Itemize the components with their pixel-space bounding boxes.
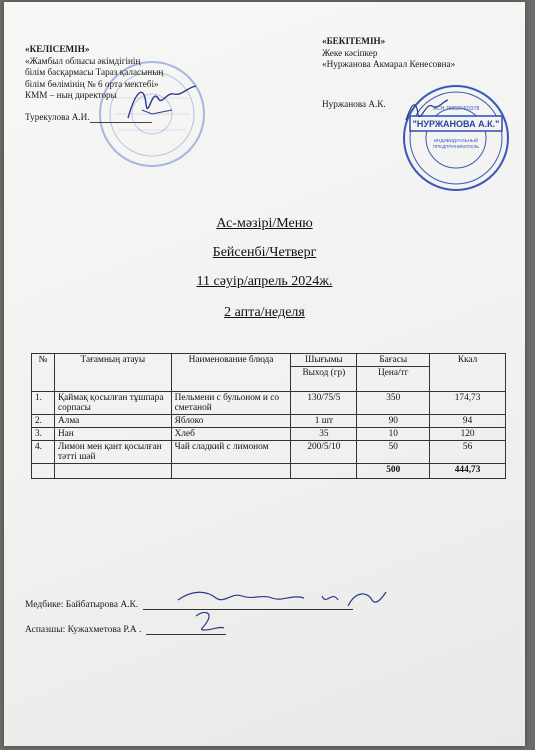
cell-kcal: 174,73: [430, 392, 506, 415]
document-page: [4, 2, 525, 746]
cell-name-kz: Қаймақ қосылған тұшпара сорпасы: [54, 392, 171, 415]
day-title: Бейсенбі/Четверг: [212, 245, 317, 260]
cell-empty: [32, 464, 55, 479]
stamp-sub1-text: ИНДИВИДУАЛЬНЫЙ: [433, 138, 479, 143]
cell-empty: [54, 464, 171, 479]
header-yield-ru: Выход (гр): [291, 367, 357, 392]
header-yield-kz: Шығымы: [291, 354, 357, 367]
cell-empty: [171, 464, 291, 479]
cell-kcal: 120: [430, 428, 506, 441]
agreed-line-2: білім басқармасы Тараз қаласының: [25, 67, 164, 77]
approved-signer-row: [322, 99, 522, 111]
agreed-line-3: білім бөлімінің № 6 орта мектебі»: [25, 78, 159, 89]
cell-yield: 200/5/10: [291, 441, 357, 464]
approved-heading: «БЕКІТЕМІН»: [322, 36, 386, 46]
cell-price: 10: [357, 428, 430, 441]
cell-total-kcal: 444,73: [430, 464, 506, 479]
cell-name-ru: Яблоко: [171, 415, 291, 428]
cell-price: 350: [357, 392, 430, 415]
cell-kcal: 94: [430, 415, 506, 428]
cell-yield: 130/75/5: [291, 392, 357, 415]
cell-yield: 1 шт: [291, 415, 357, 428]
header-num: №: [32, 354, 55, 392]
menu-table: [31, 353, 506, 479]
agreed-signer-name: Турекулова А.И.: [25, 111, 90, 122]
cell-total-price: 500: [357, 464, 430, 479]
stamp-id-text: ЖСН 790527403378: [432, 106, 480, 112]
cell-kcal: 56: [430, 441, 506, 464]
table-row: [32, 441, 506, 464]
header-name-kz: Тағамның атауы: [54, 354, 171, 392]
cell-name-kz: Нан: [54, 428, 171, 441]
table-row: [32, 392, 506, 415]
stamp-sub2-text: ПРЕДПРИНИМАТЕЛЬ: [432, 144, 480, 149]
date-title: 11 сәуір/апрель 2024ж.: [196, 274, 333, 289]
cell-price: 90: [357, 415, 430, 428]
table-row: [32, 415, 506, 428]
cell-num: 1.: [32, 392, 55, 415]
menu-title: Ас-мәзірі/Меню: [216, 216, 313, 231]
cell-price: 50: [357, 441, 430, 464]
cell-num: 2.: [32, 415, 55, 428]
cell-num: 3.: [32, 428, 55, 441]
agreement-block: [25, 44, 225, 123]
agreed-signature-line: [90, 121, 152, 123]
cell-empty: [291, 464, 357, 479]
header-price-ru: Цена/тг: [357, 367, 430, 392]
nurse-label: Медбике: Байбатырова А.К.: [25, 600, 139, 610]
approved-signer-name: Нуржанова А.К.: [322, 98, 386, 109]
agreed-line-1: «Жамбыл облысы әкімдігінің: [25, 55, 141, 66]
cook-label: Аспазшы: Кужахметова Р.А .: [25, 625, 142, 635]
table-header-row: [32, 354, 506, 367]
header-price-kz: Бағасы: [357, 354, 430, 367]
cell-yield: 35: [291, 428, 357, 441]
agreed-heading: «КЕЛІСЕМІН»: [25, 44, 90, 54]
approved-line-1: Жеке кәсіпкер: [322, 47, 378, 58]
week-title: 2 апта/неделя: [224, 305, 305, 320]
table-total-row: [32, 464, 506, 479]
cell-name-kz: Лимон мен қант қосылған тәтті шәй: [54, 441, 171, 464]
agreed-line-4: КММ – ның директоры: [25, 90, 117, 100]
cook-signature-line: [146, 634, 226, 635]
cook-signature: [190, 608, 230, 634]
header-name-ru: Наименование блюда: [171, 354, 291, 392]
table-row: [32, 428, 506, 441]
agreed-signer-row: [25, 112, 225, 124]
cell-name-ru: Чай сладкий с лимоном: [171, 441, 291, 464]
approved-line-2: «Нуржанова Акмарал Кенесовна»: [322, 59, 456, 69]
stamp-name-text: "НУРЖАНОВА А.К.": [412, 119, 500, 129]
cell-num: 4.: [32, 441, 55, 464]
header-kcal: Ккал: [430, 354, 506, 392]
approval-block: [322, 36, 522, 110]
cell-name-kz: Алма: [54, 415, 171, 428]
cell-name-ru: Хлеб: [171, 428, 291, 441]
cell-name-ru: Пельмени с бульоном и со сметаной: [171, 392, 291, 415]
